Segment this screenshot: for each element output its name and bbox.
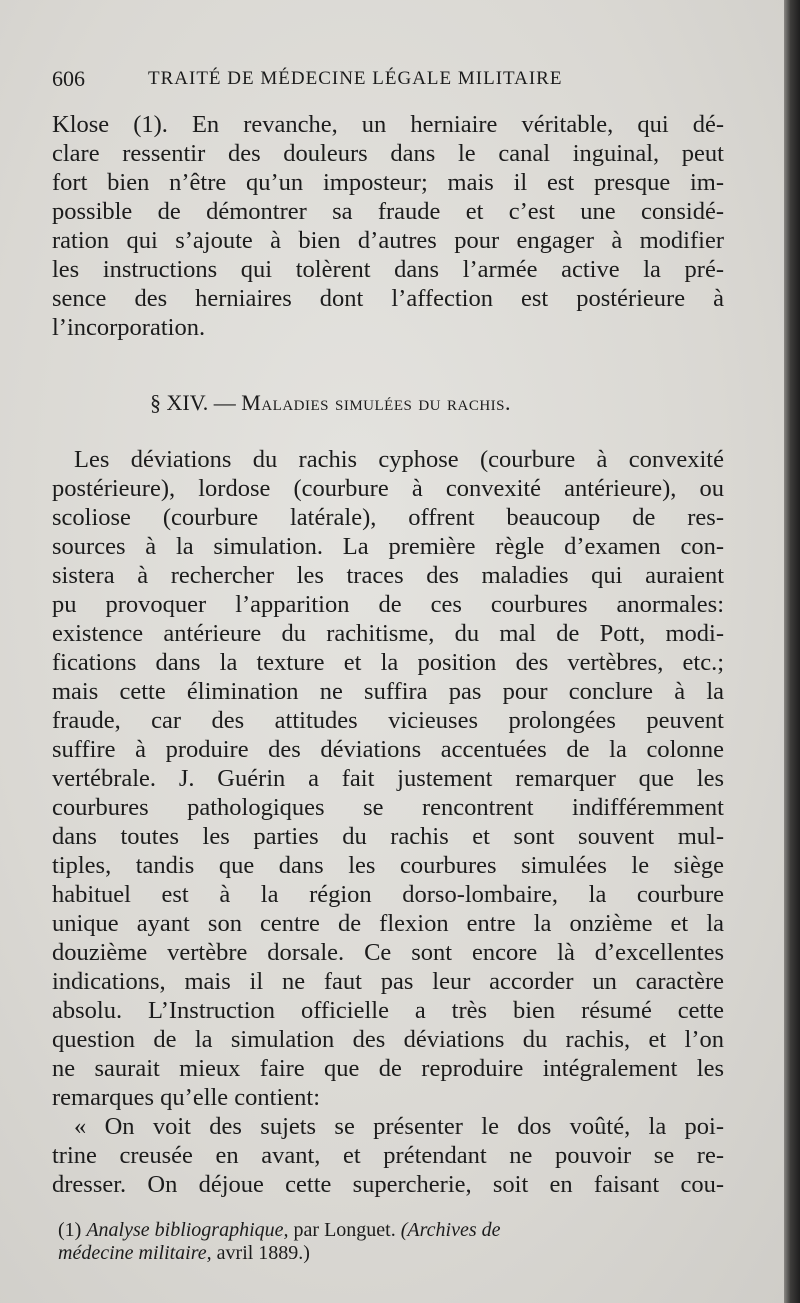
footnote-date: avril 1889.): [216, 1242, 310, 1264]
text-line: dans toutes les parties du rachis et sont souvent mul-: [52, 823, 724, 850]
footnote-journal: (Archives de: [400, 1219, 501, 1241]
text-line: ration qui s’ajoute à bien d’autres pour engager à modifier: [52, 227, 724, 254]
text-line: suffire à produire des déviations accentuées de la colonne: [52, 736, 724, 763]
section-title: Maladies simulées du rachis.: [241, 390, 512, 415]
text-line: clare ressentir des douleurs dans le canal inguinal, peut: [52, 140, 724, 167]
footnote-journal-cont: médecine militaire,: [58, 1242, 212, 1264]
text-line: possible de démontrer sa fraude et c’est une considé-: [52, 198, 724, 225]
footnote-title: Analyse bibliographique,: [86, 1219, 289, 1241]
running-title: TRAITÉ DE MÉDECINE LÉGALE MILITAIRE: [148, 68, 563, 89]
text-line: remarques qu’elle contient:: [52, 1084, 321, 1111]
text-line: postérieure), lordose (courbure à convexité antérieure), ou: [52, 475, 724, 502]
text-line: Les déviations du rachis cyphose (courbure à convexité: [74, 446, 724, 473]
page-number: 606: [52, 66, 85, 91]
text-line: courbures pathologiques se rencontrent indifféremment: [52, 794, 724, 821]
text-line: Klose (1). En revanche, un herniaire véritable, qui dé-: [52, 111, 724, 138]
text-line: scoliose (courbure latérale), offrent beaucoup de res-: [52, 504, 724, 531]
text-line: douzième vertèbre dorsale. Ce sont encore là d’excellentes: [52, 939, 724, 966]
page-header: [52, 66, 722, 100]
text-line: les instructions qui tolèrent dans l’armée active la pré-: [52, 256, 724, 283]
text-line: fications dans la texture et la position des vertèbres, etc.;: [52, 649, 724, 676]
text-line: fort bien n’être qu’un imposteur; mais il est presque im-: [52, 169, 724, 196]
text-line: l’incorporation.: [52, 314, 206, 341]
text-line: question de la simulation des déviations du rachis, et l’on: [52, 1026, 724, 1053]
text-line: trine creusée en avant, et prétendant ne pouvoir se re-: [52, 1142, 724, 1169]
text-line: absolu. L’Instruction officielle a très bien résumé cette: [52, 997, 724, 1024]
text-line: sence des herniaires dont l’affection est postérieure à: [52, 285, 724, 312]
footnote-author: par Longuet.: [293, 1219, 396, 1241]
text-line: existence antérieure du rachitisme, du mal de Pott, modi-: [52, 620, 724, 647]
text-line: habituel est à la région dorso-lombaire, la courbure: [52, 881, 724, 908]
section-symbol: § XIV. —: [150, 390, 236, 415]
text-line: dresser. On déjoue cette supercherie, soit en faisant cou-: [52, 1171, 724, 1198]
book-spine-shadow: [784, 0, 800, 1303]
text-line: fraude, car des attitudes vicieuses prolongées peuvent: [52, 707, 724, 734]
text-line: mais cette élimination ne suffira pas pour conclure à la: [52, 678, 724, 705]
text-line: sistera à rechercher les traces des maladies qui auraient: [52, 562, 724, 589]
text-line: sources à la simulation. La première règle d’examen con-: [52, 533, 724, 560]
text-line: indications, mais il ne faut pas leur accorder un caractère: [52, 968, 724, 995]
text-line: vertébrale. J. Guérin a fait justement remarquer que les: [52, 765, 724, 792]
footnote-marker: (1): [58, 1219, 82, 1241]
section-heading: [150, 390, 650, 422]
text-line: pu provoquer l’apparition de ces courbures anormales:: [52, 591, 724, 618]
text-line: ne saurait mieux faire que de reproduire intégralement les: [52, 1055, 724, 1082]
footnote-continuation: [58, 1240, 728, 1266]
text-line: tiples, tandis que dans les courbures simulées le siège: [52, 852, 724, 879]
text-line: « On voit des sujets se présenter le dos voûté, la poi-: [74, 1113, 724, 1140]
text-line: unique ayant son centre de flexion entre la onzième et la: [52, 910, 724, 937]
